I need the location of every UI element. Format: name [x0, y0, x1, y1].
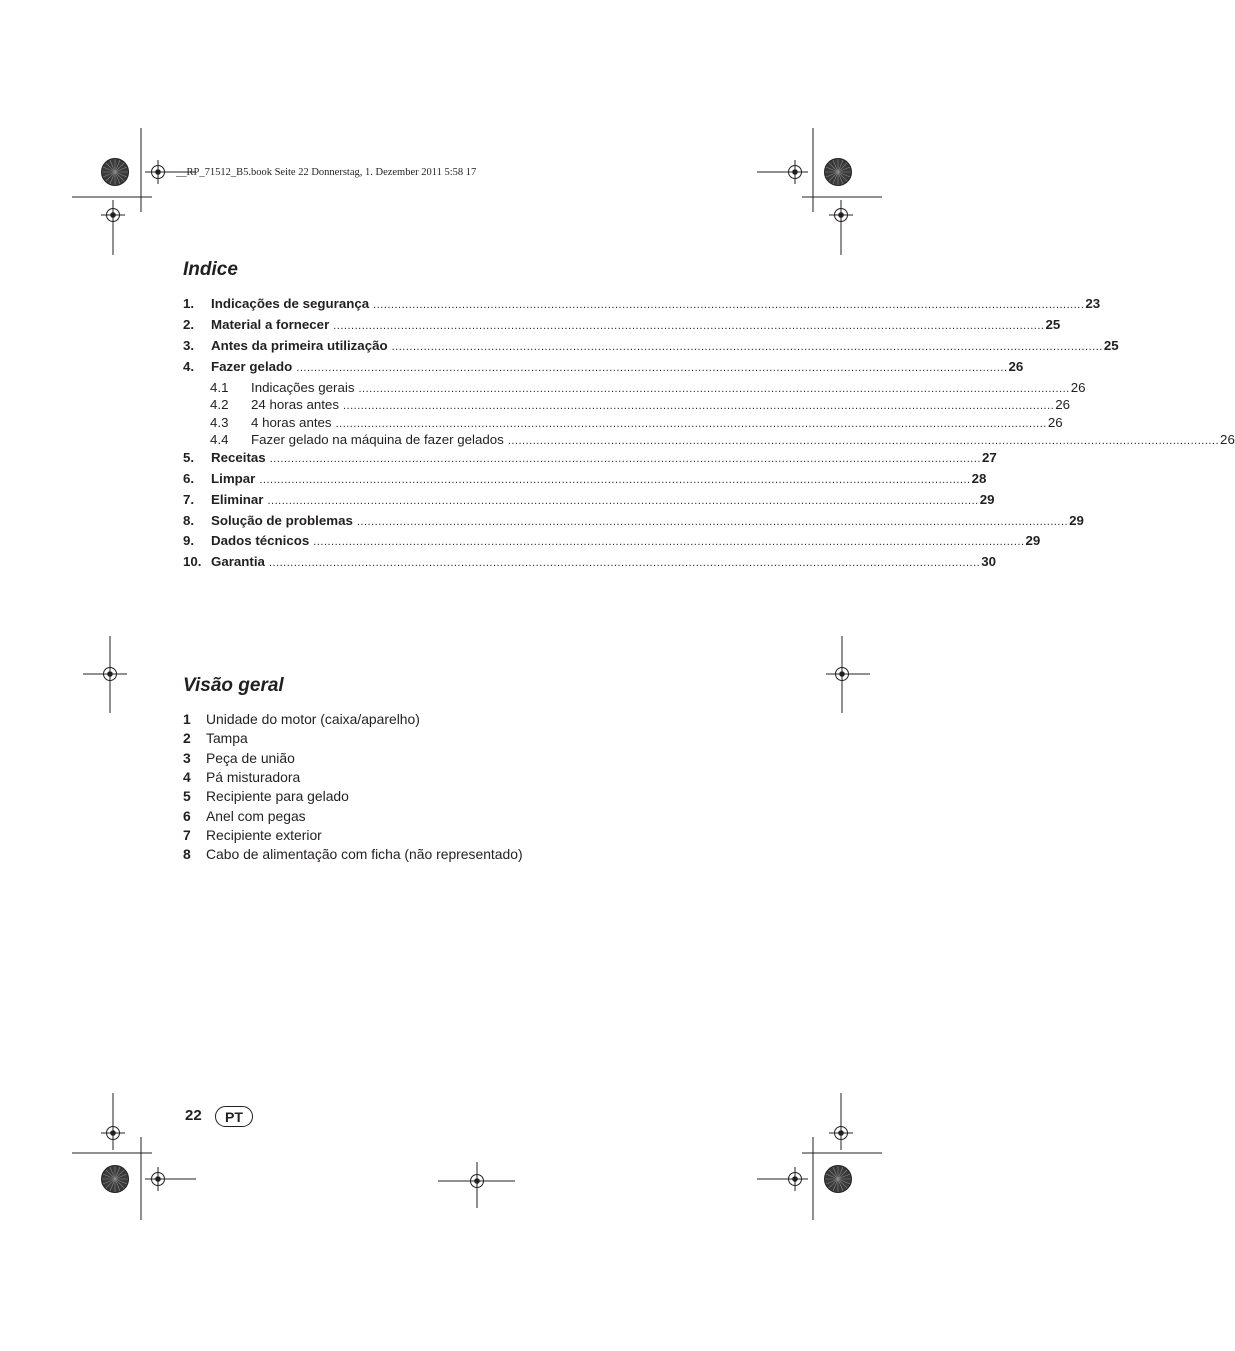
overview-item-number: 5 [183, 788, 191, 805]
overview-item-label: Recipiente para gelado [206, 788, 349, 805]
overview-item-number: 1 [183, 711, 191, 727]
toc-entry-page: 27 [981, 450, 997, 465]
toc-entry-number: 3. [183, 338, 195, 353]
toc-entry-label: Indicações de segurança [211, 296, 370, 311]
toc-leader-dots: ........................................................................................................................................................................................................ [391, 341, 1103, 353]
overview-title: Visão geral [183, 675, 284, 696]
overview-item [183, 769, 743, 785]
overview-item-number: 7 [183, 826, 191, 843]
overview-item [183, 827, 743, 843]
toc-entry [183, 554, 996, 571]
overview-item-label: Anel com pegas [206, 807, 306, 824]
toc-entry-page: 26 [1070, 380, 1086, 395]
overview-item-number: 8 [183, 846, 191, 863]
overview-item [183, 846, 743, 862]
toc-entry-page: 25 [1103, 338, 1119, 353]
toc-entry-page: 26 [1220, 432, 1235, 447]
toc-leader-dots: ........................................................................................................................................................................................................ [373, 299, 1085, 311]
toc-leader-dots: ........................................................................................................................................................................................................ [335, 418, 1047, 430]
toc-entry-page: 29 [1069, 513, 1084, 528]
toc-entry [183, 492, 995, 509]
toc-leader-dots: ........................................................................................................................................................................................................ [267, 495, 979, 507]
toc-leader-dots: ........................................................................................................................................................................................................ [313, 536, 1025, 548]
toc-entry-label: Garantia [211, 554, 265, 569]
toc-entry [183, 533, 1041, 550]
toc-entry-page: 30 [981, 554, 996, 569]
overview-item [183, 711, 743, 727]
toc-entry [183, 338, 1119, 355]
toc-entry-number: 7. [183, 492, 195, 507]
overview-item-label: Peça de união [206, 749, 295, 766]
toc-entry-page: 28 [971, 471, 987, 486]
overview-item-label: Recipiente exterior [206, 826, 322, 843]
toc-entry-number: 2. [183, 317, 195, 332]
toc-entry-label: Antes da primeira utilização [211, 338, 388, 353]
toc-entry [183, 397, 1070, 414]
overview-item-number: 6 [183, 807, 191, 824]
toc-entry-label: Indicações gerais [251, 380, 355, 395]
toc-entry-page: 29 [979, 492, 995, 507]
toc-entry-page: 23 [1085, 296, 1101, 311]
overview-item-number: 3 [183, 749, 191, 766]
toc-entry [183, 450, 997, 467]
toc-entry-page: 26 [1008, 359, 1024, 374]
toc-entry-page: 26 [1055, 397, 1070, 412]
toc-entry [183, 380, 1086, 397]
toc-entry-page: 26 [1047, 415, 1063, 430]
toc-leader-dots: ........................................................................................................................................................................................................ [342, 400, 1055, 412]
toc-entry [183, 296, 1101, 313]
toc-leader-dots: ........................................................................................................................................................................................................ [333, 320, 1045, 332]
toc-entry-number: 4.3 [210, 415, 229, 430]
language-badge: PT [215, 1106, 253, 1127]
toc-entry-label: Fazer gelado na máquina de fazer gelados [251, 432, 504, 447]
toc-leader-dots: ........................................................................................................................................................................................................ [296, 362, 1008, 374]
overview-item-label: Pá misturadora [206, 768, 301, 785]
print-slug-line: __RP_71512_B5.book Seite 22 Donnerstag, 1. Dezember 2011 5:58 17 [176, 167, 477, 178]
toc-entry-label: Limpar [211, 471, 256, 486]
toc-leader-dots: ........................................................................................................................................................................................................ [268, 557, 981, 569]
overview-item-label: Tampa [206, 730, 248, 747]
toc-leader-dots: ........................................................................................................................................................................................................ [269, 453, 981, 465]
overview-item-number: 2 [183, 730, 191, 747]
overview-item [183, 730, 743, 746]
toc-entry-page: 29 [1025, 533, 1041, 548]
toc-leader-dots: ........................................................................................................................................................................................................ [507, 435, 1220, 447]
toc-entry-number: 5. [183, 450, 195, 465]
toc-title: Indice [183, 259, 238, 280]
toc-entry-number: 4.2 [210, 397, 229, 412]
toc-entry-label: 24 horas antes [251, 397, 339, 412]
overview-item-number: 4 [183, 768, 191, 785]
overview-item [183, 788, 743, 804]
toc-entry-label: Material a fornecer [211, 317, 330, 332]
overview-item-label: Cabo de alimentação com ficha (não representado) [206, 846, 523, 863]
toc-entry-number: 10. [183, 554, 202, 569]
toc-entry-label: 4 horas antes [251, 415, 332, 430]
toc-entry [183, 415, 1063, 432]
overview-item [183, 750, 743, 766]
toc-entry-page: 25 [1045, 317, 1061, 332]
toc-entry-number: 4.1 [210, 380, 229, 395]
toc-leader-dots: ........................................................................................................................................................................................................ [358, 383, 1070, 395]
toc-entry-label: Dados técnicos [211, 533, 310, 548]
toc-entry-number: 4. [183, 359, 195, 374]
toc-entry [183, 432, 1235, 449]
toc-entry [183, 471, 987, 488]
toc-entry-number: 9. [183, 533, 195, 548]
toc-entry-label: Eliminar [211, 492, 264, 507]
toc-leader-dots: ........................................................................................................................................................................................................ [356, 516, 1069, 528]
toc-entry-label: Receitas [211, 450, 266, 465]
overview-item [183, 808, 743, 824]
toc-entry [183, 359, 1024, 376]
toc-entry [183, 317, 1061, 334]
toc-entry-number: 1. [183, 296, 195, 311]
toc-leader-dots: ........................................................................................................................................................................................................ [259, 474, 971, 486]
toc-entry-number: 4.4 [210, 432, 229, 447]
toc-entry [183, 513, 1084, 530]
page-number: 22 [185, 1107, 202, 1124]
toc-entry-number: 6. [183, 471, 195, 486]
toc-entry-label: Fazer gelado [211, 359, 293, 374]
overview-item-label: Unidade do motor (caixa/aparelho) [206, 711, 420, 727]
toc-entry-number: 8. [183, 513, 195, 528]
toc-entry-label: Solução de problemas [211, 513, 353, 528]
